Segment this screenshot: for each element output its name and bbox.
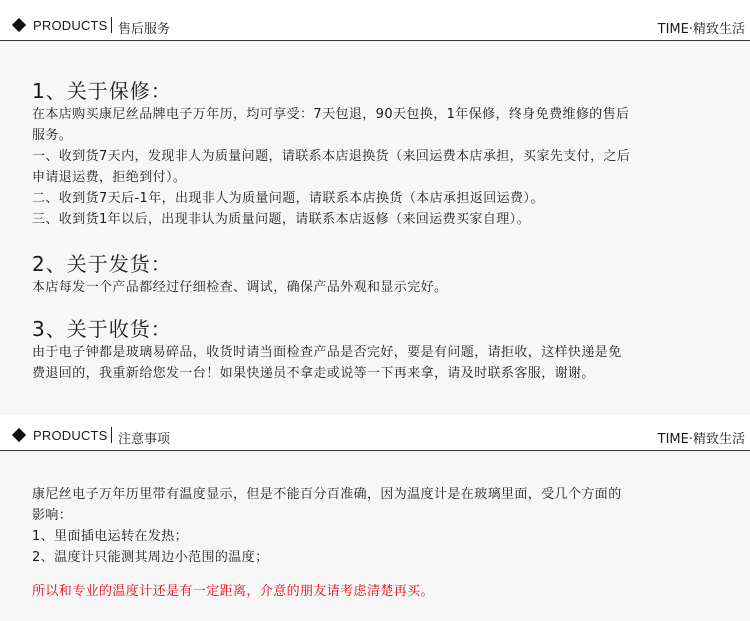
header-brand: TIME·精致生活 — [657, 432, 745, 447]
diamond-icon — [12, 428, 26, 442]
warranty-line: 服务。 — [32, 128, 73, 143]
notes-line: 1、里面插电运转在发热； — [32, 529, 189, 544]
header-products-label: PRODUCTS — [33, 428, 108, 443]
section-header-notes — [0, 424, 750, 450]
warranty-line: 三、收到货1年以后，出现非认为质量问题，请联系本店返修（来回运费买家自理）。 — [32, 212, 530, 227]
shipping-line: 本店每发一个产品都经过仔细检查、调试，确保产品外观和显示完好。 — [32, 280, 448, 295]
warranty-line: 申请退运费，拒绝到付）。 — [32, 170, 187, 185]
receiving-line: 费退回的，我重新给您发一台！如果快递员不拿走或说等一下再来拿，请及时联系客服，谢谢。 — [32, 366, 595, 381]
diamond-icon — [12, 18, 26, 32]
notes-line: 2、温度计只能测其周边小范围的温度； — [32, 550, 269, 565]
notes-block — [32, 484, 722, 602]
warranty-block — [32, 78, 722, 230]
header-brand: TIME·精致生活 — [657, 22, 745, 37]
receiving-line: 由于电子钟都是玻璃易碎品，收货时请当面检查产品是否完好，要是有问题，请拒收，这样快递是免 — [32, 345, 622, 360]
receiving-heading: 3、关于收货： — [32, 317, 172, 341]
shipping-heading: 2、关于发货： — [32, 252, 172, 276]
notes-line: 康尼丝电子万年历里带有温度显示，但是不能百分百准确，因为温度计是在玻璃里面，受几个方面的 — [32, 487, 622, 502]
shipping-block — [32, 251, 722, 298]
warranty-line: 在本店购买康尼丝品牌电子万年历，均可享受：7天包退，90天包换，1年保修，终身免费维修的售后 — [32, 107, 630, 122]
notes-line: 影响： — [32, 508, 73, 523]
receiving-block — [32, 316, 722, 384]
warranty-line: 一、收到货7天内，发现非人为质量问题，请联系本店退换货（来回运费本店承担，买家先支付，之后 — [32, 149, 631, 164]
header-divider — [111, 427, 112, 443]
header-subtitle: 售后服务 — [118, 22, 171, 37]
warranty-line: 二、收到货7天后-1年，出现非人为质量问题，请联系本店换货（本店承担返回运费）。 — [32, 191, 544, 206]
warranty-heading: 1、关于保修： — [32, 79, 172, 103]
header-subtitle: 注意事项 — [118, 432, 171, 447]
notes-warning: 所以和专业的温度计还是有一定距离，介意的朋友请考虑清楚再买。 — [32, 584, 435, 599]
header-divider — [111, 17, 112, 33]
section-header-after-sales — [0, 14, 750, 40]
header-products-label: PRODUCTS — [33, 18, 108, 33]
